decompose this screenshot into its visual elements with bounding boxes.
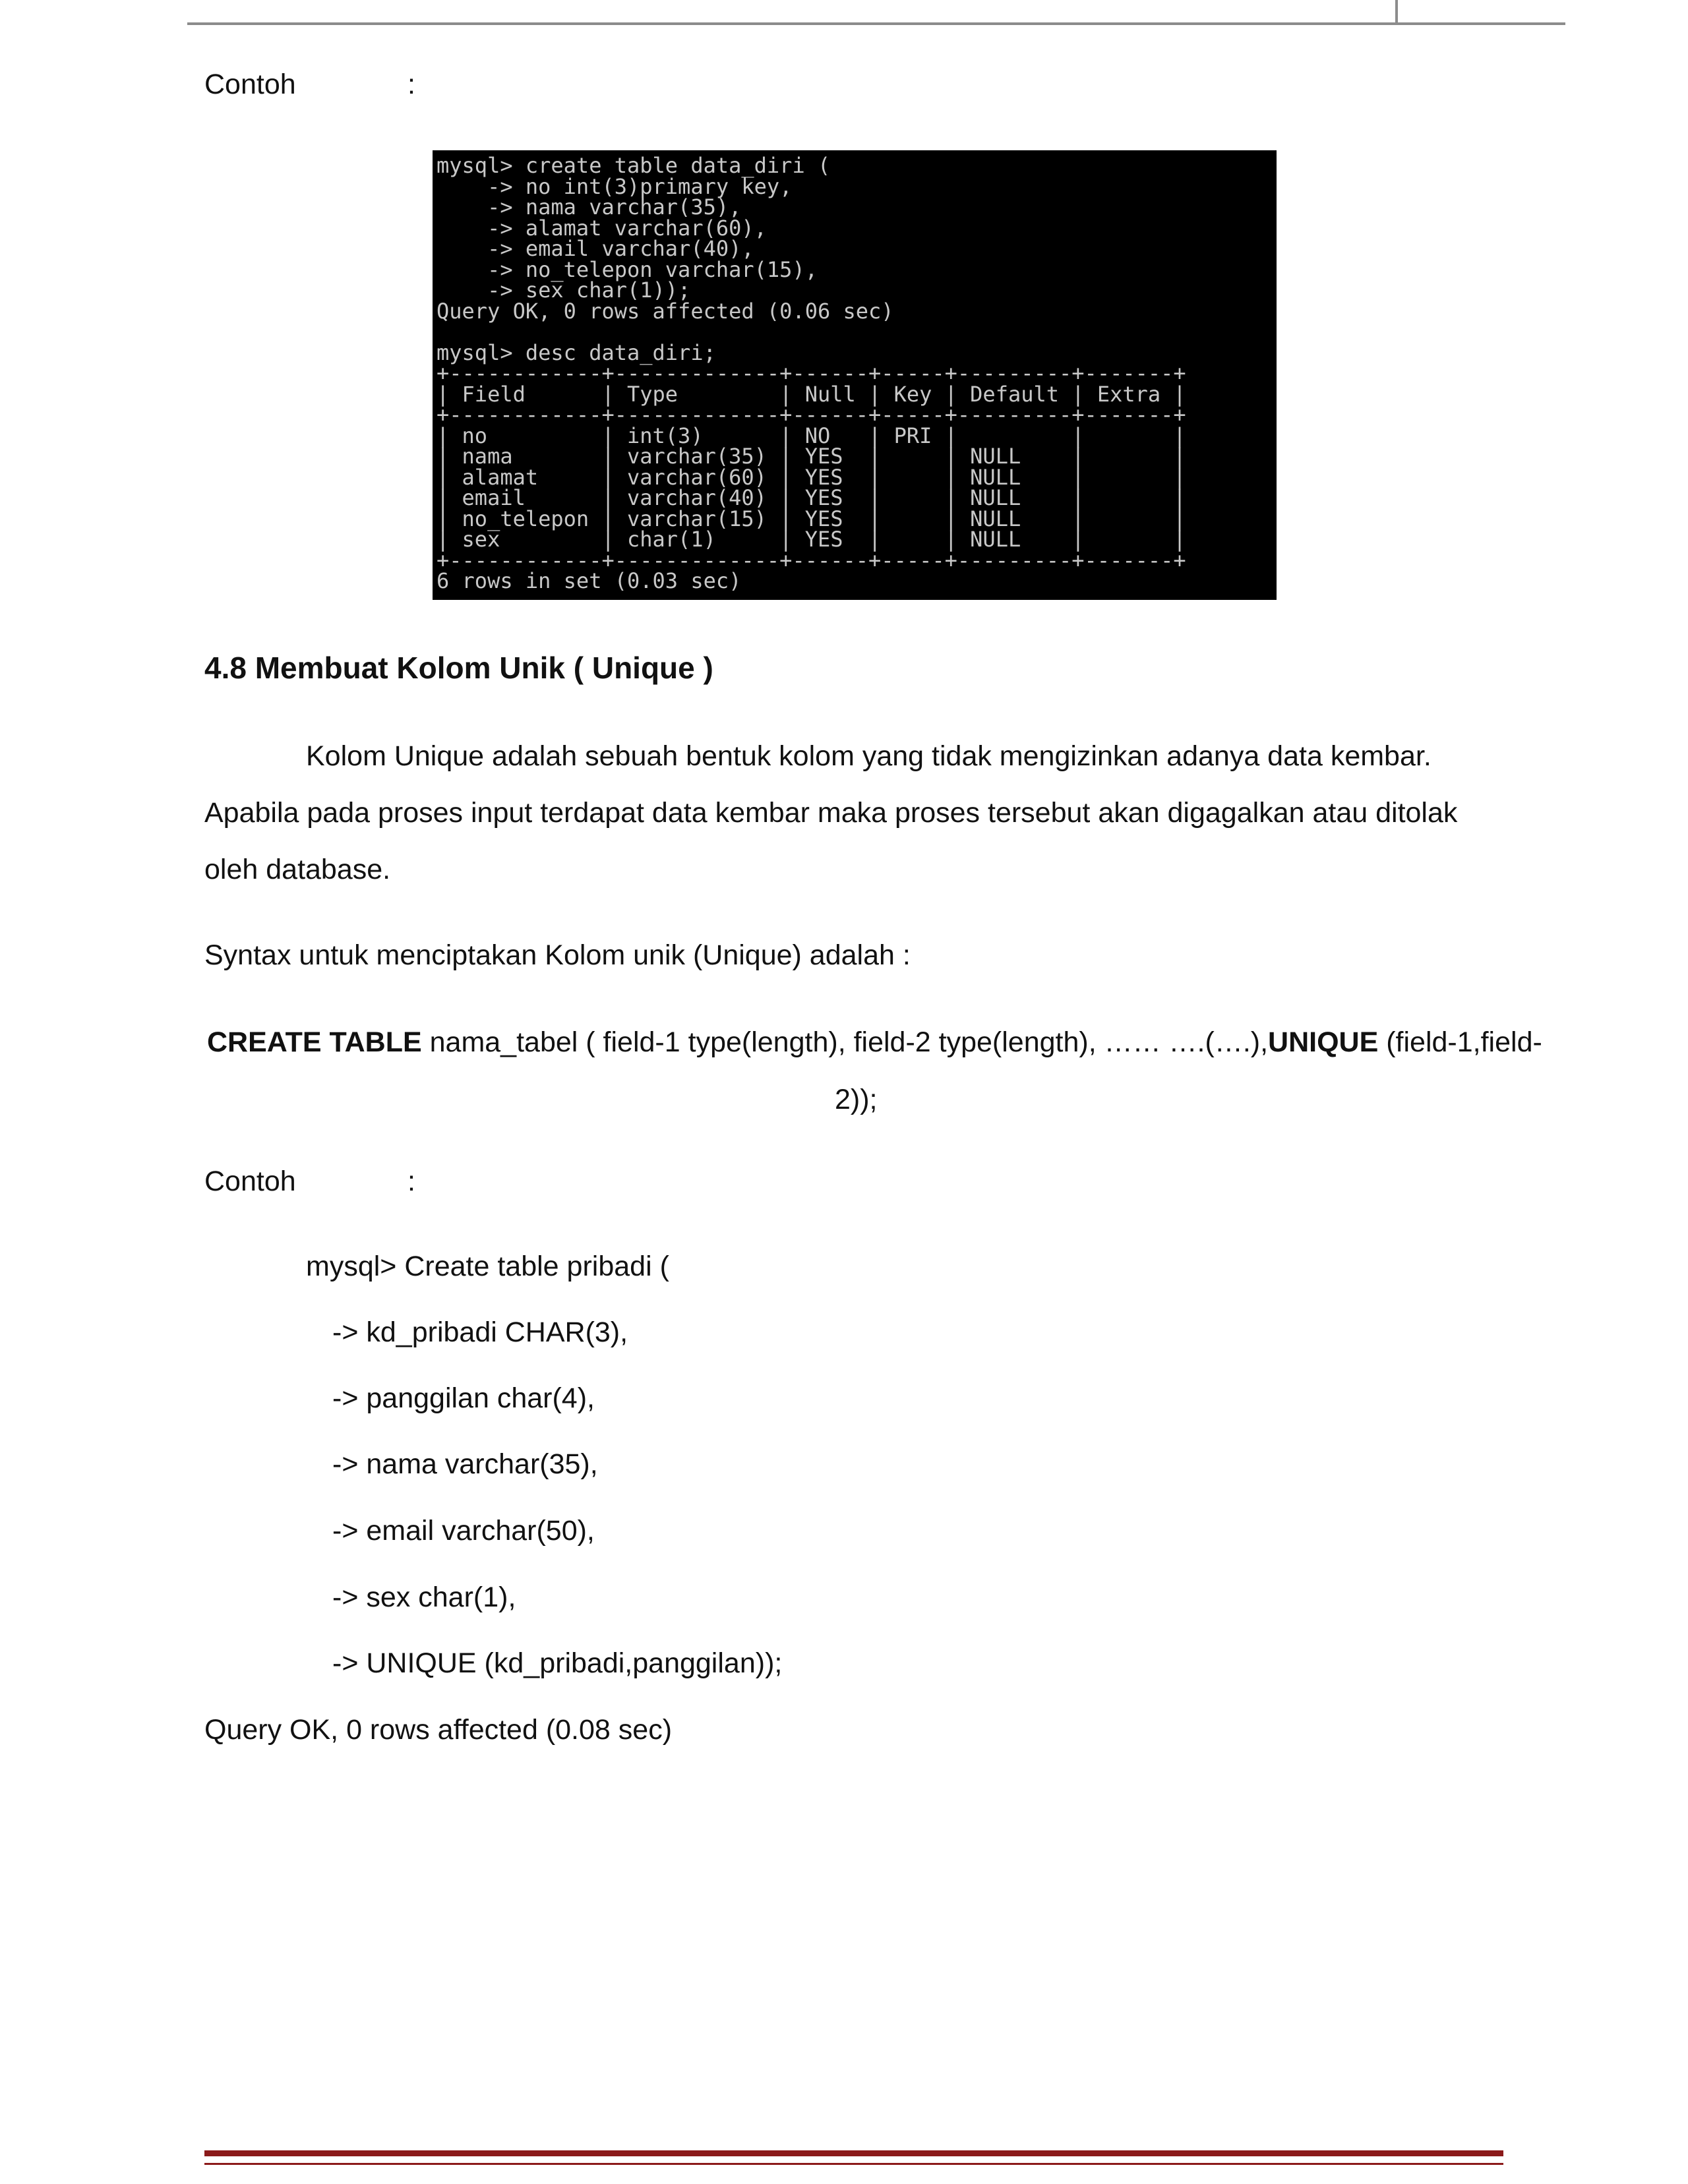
code-line-2: -> kd_pribadi CHAR(3), <box>332 1316 628 1348</box>
query-result: Query OK, 0 rows affected (0.08 sec) <box>204 1714 673 1746</box>
footer-rule-thin <box>204 2163 1503 2165</box>
syntax-intro: Syntax untuk menciptakan Kolom unik (Unique) adalah : <box>204 939 911 971</box>
example-label: Contoh <box>204 69 296 100</box>
paragraph-line-1: Kolom Unique adalah sebuah bentuk kolom yang tidak mengizinkan adanya data kembar. <box>306 740 1432 772</box>
syntax-keyword-unique: UNIQUE <box>1268 1026 1379 1058</box>
example-colon-2: : <box>407 1166 415 1197</box>
example-label-2: Contoh <box>204 1166 296 1197</box>
code-line-7: -> UNIQUE (kd_pribadi,panggilan)); <box>332 1647 783 1679</box>
syntax-part-1: nama_tabel ( field-1 type(length), field-2 type(length), …… ….(….), <box>421 1026 1269 1058</box>
section-heading: 4.8 Membuat Kolom Unik ( Unique ) <box>204 651 713 685</box>
footer-rule-thick <box>204 2150 1503 2156</box>
code-line-5: -> email varchar(50), <box>332 1515 595 1547</box>
syntax-keyword-create: CREATE TABLE <box>207 1026 422 1058</box>
paragraph-line-2: Apabila pada proses input terdapat data kembar maka proses tersebut akan digagalkan atau ditolak <box>204 797 1458 829</box>
code-line-3: -> panggilan char(4), <box>332 1382 595 1414</box>
paragraph-line-3: oleh database. <box>204 854 391 885</box>
header-divider-tick <box>1395 0 1398 25</box>
terminal-output: mysql> create table data_diri ( -> no int(3)primary key, -> nama varchar(35), -> alamat varchar(60), -> email varchar(40), -> no_telepon varchar(15), -> sex char(1)); Query OK, 0 rows affected (0.06 sec) mysql> desc data_diri; +------------+-------------+------+-----+---------+-------+ | Field | Type | Null | Key | Default | Extra | +------------+-------------+------+-----+---------+-------+ | no | int(3) | NO | PRI | | | | nama | varchar(35) | YES | | NULL | | | alamat | varchar(60) | YES | | NULL | | | email | varchar(40) | YES | | NULL | | | no_telepon | varchar(15) | YES | | NULL | | | sex | char(1) | YES | | NULL | | +------------+-------------+------+-----+---------+-------+ 6 rows in set (0.03 sec) <box>437 153 1186 593</box>
syntax-part-2: (field-1,field- <box>1378 1026 1542 1058</box>
syntax-statement <box>207 1025 1542 1059</box>
header-rule <box>187 22 1565 25</box>
syntax-continuation: 2)); <box>835 1084 878 1115</box>
code-line-6: -> sex char(1), <box>332 1581 516 1613</box>
terminal-screenshot <box>433 150 1277 600</box>
code-line-4: -> nama varchar(35), <box>332 1448 598 1480</box>
example-colon: : <box>407 69 415 100</box>
code-line-1: mysql> Create table pribadi ( <box>306 1251 669 1282</box>
